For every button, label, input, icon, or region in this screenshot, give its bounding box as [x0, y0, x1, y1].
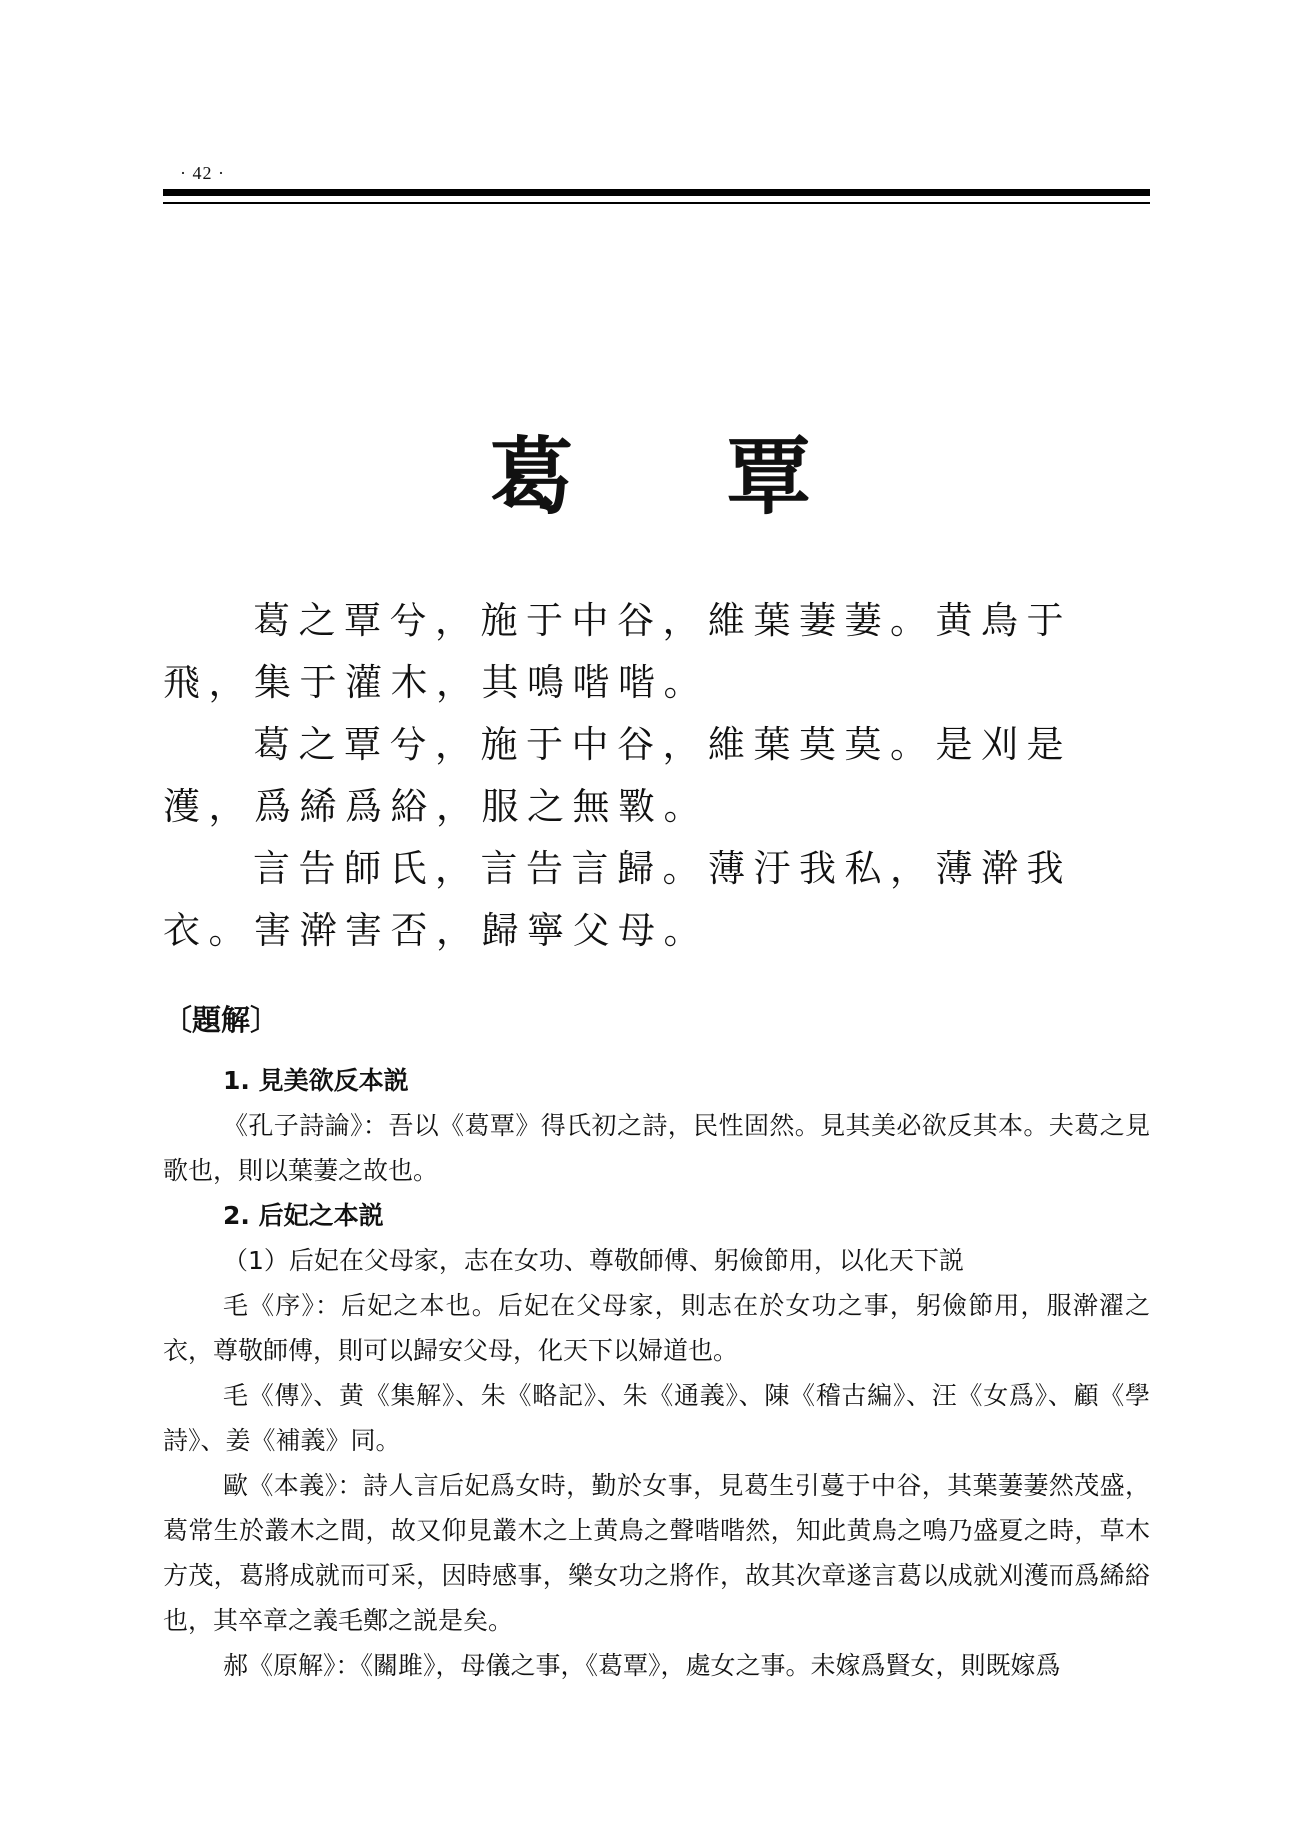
subheading: 1. 見美欲反本説 — [223, 1066, 409, 1095]
poem-stanza: 葛之覃兮，施于中谷，維葉莫莫。是刈是濩，爲絺爲綌，服之無斁。 — [163, 723, 1072, 828]
poem-stanza: 言告師氏，言告言歸。薄汙我私，薄澣我衣。害澣害否，歸寧父母。 — [163, 847, 1072, 952]
section-heading: 〔題解〕 — [163, 1003, 280, 1037]
paragraph: （1）后妃在父母家，志在女功、尊敬師傅、躬儉節用，以化天下説 — [223, 1246, 964, 1275]
paragraph: 歐《本義》：詩人言后妃爲女時，勤於女事，見葛生引蔓于中谷，其葉萋萋然茂盛，葛常生於叢木之間，故又仰見叢木之上黄鳥之聲喈喈然，知此黄鳥之鳴乃盛夏之時，草木方茂，葛將成就而可采，因時感事，樂女功之將作，故其次章遂言葛以成就刈濩而爲絺綌也，其卒章之義毛鄭之説是矣。 — [163, 1471, 1150, 1635]
subheading: 2. 后妃之本説 — [223, 1201, 384, 1230]
poem-body — [163, 590, 1150, 962]
header-rule-thick — [163, 189, 1150, 196]
commentary-body — [163, 1058, 1150, 1688]
paragraph: 毛《序》：后妃之本也。后妃在父母家，則志在於女功之事，躬儉節用，服澣濯之衣，尊敬師傅，則可以歸安父母，化天下以婦道也。 — [163, 1291, 1150, 1365]
poem-stanza: 葛之覃兮，施于中谷，維葉萋萋。黄鳥于飛，集于灌木，其鳴喈喈。 — [163, 599, 1072, 704]
page-number: · 42 · — [180, 163, 225, 183]
header-rule-thin — [163, 202, 1150, 204]
paragraph: 郝《原解》：《關雎》，母儀之事，《葛覃》，處女之事。未嫁爲賢女，則既嫁爲 — [223, 1651, 1061, 1680]
poem-title: 葛 覃 — [489, 427, 873, 526]
paragraph: 《孔子詩論》：吾以《葛覃》得氏初之詩，民性固然。見其美必欲反其本。夫葛之見歌也，則以葉萋之故也。 — [163, 1111, 1150, 1185]
paragraph: 毛《傳》、黄《集解》、朱《略記》、朱《通義》、陳《稽古編》、汪《女爲》、顧《學詩》、姜《補義》同。 — [163, 1381, 1150, 1455]
